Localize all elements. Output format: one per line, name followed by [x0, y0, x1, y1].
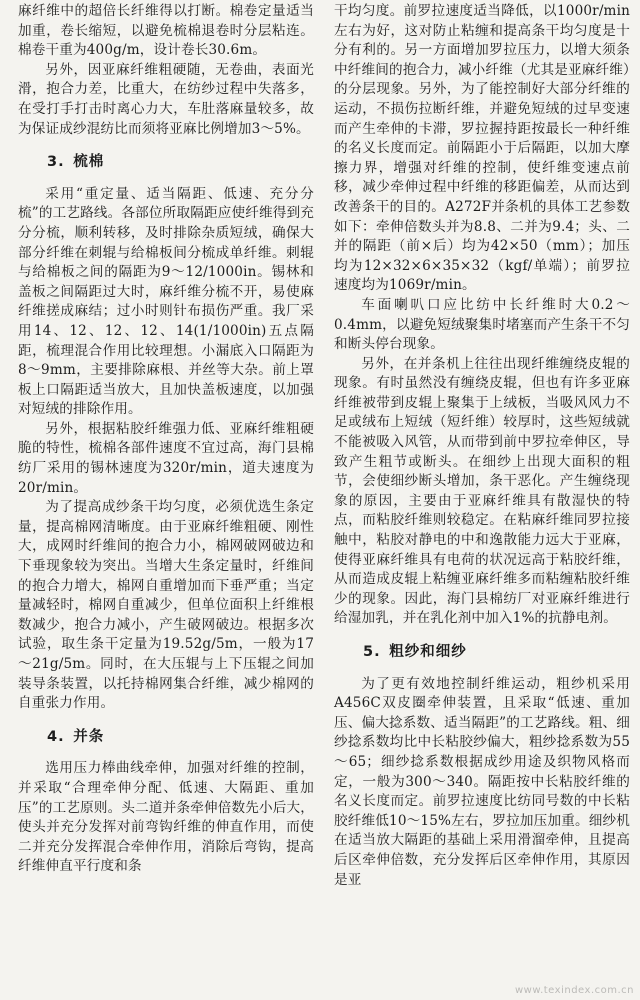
section-title: 梳棉	[73, 154, 105, 171]
paragraph: 选用压力棒曲线牵伸，加强对纤维的控制，并采取“合理牵伸分配、低速、大隔距、重加压”的工艺原则。头二道并条牵伸倍数先小后大，使头并充分发挥对前弯钩纤维的伸直作用，而使二并充分发挥混合牵伸作用，消除后弯钩，提高纤维伸直平行度和条	[18, 760, 314, 875]
watermark: www.texindex.com.cn	[514, 985, 634, 996]
left-column	[18, 2, 314, 1000]
paragraph: 另外，因亚麻纤维粗硬随，无卷曲，表面光滑，抱合力差，比重大，在纺纱过程中失落多，在受打手打击时离心力大，车肚落麻量较多，故为保证成纱混纺比而须将亚麻比例增加3～5%。	[18, 61, 314, 137]
section-heading-carding	[18, 153, 314, 173]
paragraph: 麻纤维中的超倍长纤维得以打断。棉卷定量适当加重，卷长缩短，以避免梳棉退卷时分层粘连。棉卷干重为400g/m，设计卷长30.6m。	[18, 3, 314, 59]
paragraph: 另外，在并条机上往往出现纤维缠绕皮辊的现象。有时虽然没有缠绕皮辊，但也有许多亚麻纤维被带到皮辊上聚集于上绒板，当吸风风力不足或绒布上短绒（短纤维）较厚时，这些短绒就不能被吸入风管，从而带到前中罗拉牵伸区，导致产生粗节或断头。在细纱上出现大面积的粗节，会使细纱断头增加，条干恶化。产生缠绕现象的原因，主要由于亚麻纤维具有散湿快的特点，而粘胶纤维则较稳定。在粘麻纤维同罗拉接触中，粘胶对静电的中和逸散能力远大于亚麻，使得亚麻纤维具有电荷的状况远高于粘胶纤维，从而造成皮辊上粘缠亚麻纤维多而粘缠粘胶纤维少的现象。因此，海门县棉纺厂对亚麻纤维进行给湿加乳，并在乳化剂中加入1%的抗静电剂。	[334, 355, 630, 627]
section-title: 粗纱和细纱	[389, 644, 467, 660]
section-title: 并条	[73, 728, 105, 745]
paragraph: 车面喇叭口应比纺中长纤维时大0.2～0.4mm，以避免短绒聚集时堵塞而产生条干不匀和断头停台现象。	[334, 296, 630, 353]
paragraph: 为了更有效地控制纤维运动，粗纱机采用A456C双皮圈牵伸装置，且采取“低速、重加压、偏大捻系数、适当隔距”的工艺路线。粗、细纱捻系数均比中长粘胶纱偏大，粗纱捻系数为55～65；细纱捻系数根据成纱用途及织物风格而定，一般为300～340。隔距按中长粘胶纤维的名义长度而定。前罗拉速度比纺同号数的中长粘胶纤维低10～15%左右，罗拉加压加重。细纱机在适当放大隔距的基础上采用滑溜牵伸，且提高后区牵伸倍数，充分发挥后区牵伸作用，其原因是亚	[334, 675, 630, 888]
section-number: 3.	[47, 154, 65, 171]
paragraph: 采用“重定量、适当隔距、低速、充分分梳”的工艺路线。各部位所取隔距应使纤维得到充分分梳，顺利转移，及时排除杂质短绒，确保大部分纤维在刺辊与给棉板间分梳成单纤维。刺辊与给棉板之间的隔距为9～12/1000in。锡林和盖板之间隔距过大时，麻纤维分梳不开，易使麻纤维搓成麻结；过小时则针布损伤严重。我厂采用14、12、12、12、14(1/1000in)五点隔距，梳理混合作用比较理想。小漏底入口隔距为8～9mm，主要排除麻根、并丝等大杂。前上罩板上口隔距适当放大，且加快盖板速度，以加强对短绒的排除作用。	[18, 185, 314, 418]
right-column	[334, 2, 630, 1000]
paragraph: 干均匀度。前罗拉速度适当降低，以1000r/min左右为好，这对防止粘缠和提高条干均匀度是十分有利的。另一方面增加罗拉压力，以增大须条中纤维间的抱合力，减小纤维（尤其是亚麻纤维）的分层现象。另外，为了能控制好大部分纤维的运动，不损伤拉断纤维，并避免短绒的过早变速而产生牵伸的卡滞，罗拉握持距按最长一种纤维的名义长度而定。前隔距小于后隔距，以加大摩擦力界，增强对纤维的控制，使纤维变速点前移，减少牵伸过程中纤维的移距偏差，从而达到改善条干的目的。A272F并条机的具体工艺参数如下：牵伸倍数头并为8.8、二并为9.4；头、二并的隔距（前×后）均为42×50（mm）；加压均为12×32×6×35×32（kgf/单端）；前罗拉速度均为1069r/min。	[334, 3, 630, 294]
section-heading-drawing	[18, 728, 314, 748]
paragraph: 为了提高成纱条干均匀度，必须优选生条定量，提高棉网清晰度。由于亚麻纤维粗硬、刚性大，成网时纤维间的抱合力小，棉网破网破边和下垂现象较为突出。当增大生条定量时，纤维间的抱合力增大，棉网自重增加而下垂严重；当定量减轻时，棉网自重减少，但单位面积上纤维根数减少，抱合力减小，产生破网破边。根据多次试验，取生条干定量为19.52g/5m，一般为17～21g/5m。同时，在大压辊与上下压辊之间加装导条装置，以托持棉网集合纤维，减少棉网的自重张力作用。	[18, 499, 314, 712]
section-number: 5.	[363, 644, 381, 660]
section-number: 4.	[47, 728, 65, 745]
section-heading-roving-spinning	[334, 643, 630, 663]
paragraph: 另外，根据粘胶纤维强力低、亚麻纤维粗硬脆的特性，梳棉各部件速度不宜过高，海门县棉纺厂采用的锡林速度为320r/min，道夫速度为20r/min。	[18, 420, 314, 496]
